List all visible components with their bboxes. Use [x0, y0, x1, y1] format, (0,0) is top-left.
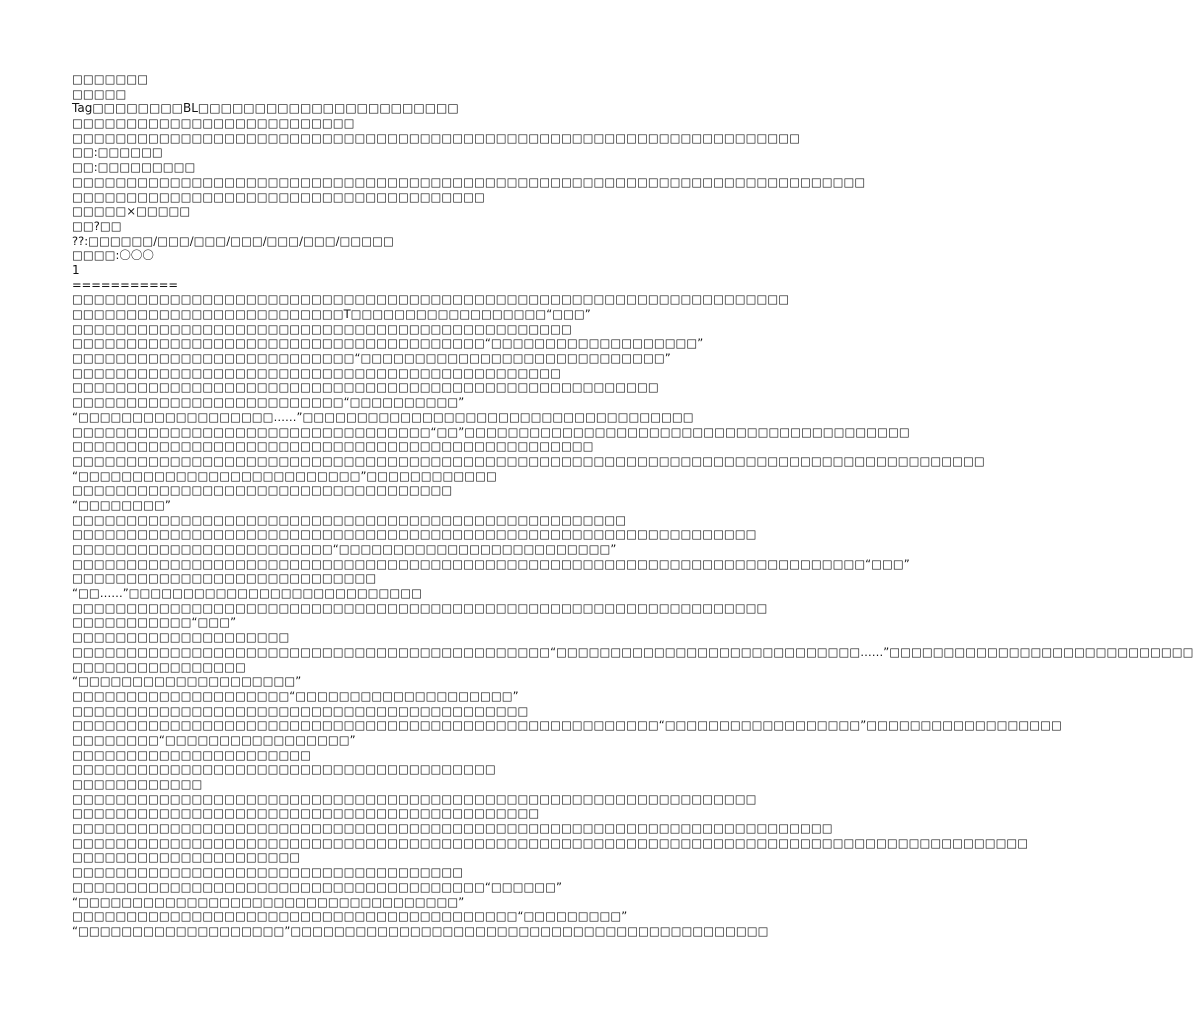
text-line: □□□□□□□□□□□□□□□□□□□□□□□□□□□□□□□□□“□□”□□□□□□□□□□□□□□□□□□□□□□□□□□□□□□□□□□□□□□□□□ [72, 424, 910, 439]
text-line: ??:□□□□□□/□□□/□□□/□□□/□□□/□□□/□□□□□ [72, 233, 394, 248]
text-line: □□□□□□□□□□□□□□□□□□□□□□□□□□□□□□□□□□□□□□□□□□□□□ [72, 365, 561, 380]
text-line: □□□□□□□□□□□“□□□” [72, 615, 237, 630]
text-line: □□:□□□□□□ [72, 145, 163, 160]
text-line: Tag□□□□□□□□BL□□□□□□□□□□□□□□□□□□□□□□□ [72, 101, 459, 116]
text-line: □□□□□□□□□□□□□□□□□□□□□□□□□□□□□□□□□□□□ [72, 865, 464, 880]
text-line: “□□□□□□□□□□□□□□□□□□□□□□□□□□”□□□□□□□□□□□□ [72, 468, 497, 483]
text-line: □□□□□□□□□□□□□□□□□□□□□□□□□□□□□□□□□□□□□□□□□□□□□□□□ [72, 439, 594, 454]
text-line: □□□□□□□□□□□□□□□□□□□□□□□□□□□□□□□□□□□□□□□□□□□□□□□□□□□□□□“□□□□□□□□□□□□□□□□□□”□□□□□□□□□□□□□□□□□□ [72, 718, 1062, 733]
text-line: □□□□□□□□□□□□□□□□□□□□□□□□□□□□□□□□□□□□□□□□□□□□□□ [72, 321, 572, 336]
text-line: □□□□□□□□□□□□□□□□□□□□□□□□□□□□□□□□□□□□□□□□□□□□□□□□□□□ [72, 512, 627, 527]
text-line: □□□□□□□□□□□□□□□□□□□□□□□□□T□□□□□□□□□□□□□□□□□□“□□□” [72, 307, 591, 321]
text-line: □□□□□□□□□□□□□□□□□□□□□□□□□“□□□□□□□□□□” [72, 395, 465, 410]
text-line: “□□□□□□□□□□□□□□□□□□……”□□□□□□□□□□□□□□□□□□□□□□□□□□□□□□□□□□□□ [72, 409, 694, 424]
text-line: □□□□□□□□□□□□□□□□□□□□□□□□“□□□□□□□□□□□□□□□□□□□□□□□□□” [72, 542, 617, 556]
text-line: “□□□□□□□□□□□□□□□□□□□”□□□□□□□□□□□□□□□□□□□□□□□□□□□□□□□□□□□□□□□□□□□□ [72, 923, 769, 938]
text-line: □□□□□□□□□□□□□□□□□□□□□□□□□□□□□□□□□□□□□□□□□□□□□□□□□□□□□□□□□□□□□□□□□□□□□□□□□□□□□□□□□□□□□□□□ [72, 835, 1029, 850]
text-line: “□□……”□□□□□□□□□□□□□□□□□□□□□□□□□□□ [72, 586, 423, 601]
text-line: 1 [72, 262, 80, 277]
text-line: □□□□□□□□□□□□□□□□□□□□□□□□□□□□□□□□□□□□□□□□□□□□□□□□□□□□□□□□□□□□□□□ [72, 791, 757, 806]
text-line: □□□□□□□□□□□□□□□□□□□□□□□□□□□□□□□□□□□□□□ [72, 189, 485, 204]
text-line: □□□□□×□□□□□ [72, 204, 191, 219]
separator-line: =========== [72, 277, 178, 292]
text-line: □□□□□□□□□□□□□□□□□□□□□□□□□□□□□□□□□□□□□□□□□□□□□□□□□□□□□□□□□□□□□□□□ [72, 600, 768, 615]
document-body [72, 72, 1193, 939]
text-line: “□□□□□□□□□□□□□□□□□□□□□□□□□□□□□□□□□□□” [72, 894, 465, 909]
text-line: □□□□□□□□□□□□□□□□□□□□□□ [72, 747, 312, 762]
text-line: □□□□□□□□□□□□□□□□□□□□□□□□□□□□□□□□□□□□□□□□□□□□□□□□□□□□□□□□□□□□□□□□□□□□□□□□□□□□□□□□□□□□ [72, 453, 985, 468]
text-line: □□□□□ [72, 86, 127, 101]
text-line: □□□□□□□□□□□□□□□□□□□□□□□□□□□□□□□□□□□□□□□□□□□□□□□□□□□□□□□□□□□□□□□□□□□□□□□□□ [72, 174, 866, 189]
text-line: □□:□□□□□□□□□ [72, 160, 196, 175]
text-line: □□□□□□□□□□□□□□□□□□□□□□□□□□□□□□□□□□□□□□□□□□□□□□□□□□□□□□□□□□□□□□□□□□□□□□ [72, 821, 833, 836]
text-line: □□□□:〇〇〇 [72, 248, 154, 263]
text-line: “□□□□□□□□” [72, 497, 171, 512]
text-line: □□□□□□□□□□□□□□□□□□□□□□□□□□□□□□□□□□□□□□□□□□□□□□□□□□□□□□□□□□□□□□□□□□□□□□□□□“□□□” [72, 556, 910, 571]
text-line: □□□□□□□□□□□□□□□□□□□□□ [72, 850, 301, 865]
text-line: “□□□□□□□□□□□□□□□□□□□□” [72, 674, 302, 689]
text-line: □□□□□□□□□□□□□□□□□□□□□□□□□□□□ [72, 571, 377, 586]
text-line: □□□□□□□□□□□□□□□□□□□□□□□□□□□□□□□□□□□□□□□□□□□□“□□□□□□□□□□□□□□□□□□□□□□□□□□□□……”□□□□□□□□□□□□□□□□□□□□□□□□□□□□ [72, 644, 1193, 659]
text-line: □□□□□□□□□□□□□□□□ [72, 659, 246, 674]
text-line: □□?□□ [72, 218, 122, 233]
text-line: □□□□□□□□□□□□□□□□□□□□□□□□□□□□□□□□□□□□□□□□□□□□□□□□□□□□□□ [72, 380, 659, 395]
text-line: □□□□□□□□□□□□□□□□□□□□“□□□□□□□□□□□□□□□□□□□□” [72, 688, 519, 703]
text-line: □□□□□□□□□□□□□□□□□□□□□□□□□□□□□□□□□□□□□□□□□“□□□□□□□□□” [72, 909, 628, 924]
text-line: □□□□□□□□□□□□□□□□□□□□□□□□□□□□□□□□□□□□□□□ [72, 762, 496, 777]
text-line: □□□□□□□□□□□□□□□□□□□□ [72, 630, 290, 645]
text-line: □□□□□□□□□□□□□□□□□□□□□□□□□□□□□□□□□□□□□□“□□□□□□” [72, 879, 562, 894]
text-line: □□□□□□□□□□□□□□□□□□□□□□□□□□“□□□□□□□□□□□□□□□□□□□□□□□□□□□□” [72, 351, 671, 366]
text-line: □□□□□□□□“□□□□□□□□□□□□□□□□□” [72, 732, 356, 747]
text-line: □□□□□□□□□□□□□□□□□□□□□□□□□□□□□□□□□□□ [72, 483, 453, 498]
text-line: □□□□□□□□□□□□□□□□□□□□□□□□□□ [72, 116, 355, 131]
text-line: □□□□□□□□□□□□ [72, 777, 203, 791]
text-line: □□□□□□□□□□□□□□□□□□□□□□□□□□□□□□□□□□□□□□□□□□ [72, 703, 529, 718]
text-line: □□□□□□□□□□□□□□□□□□□□□□□□□□□□□□□□□□□□□□□□□□□ [72, 806, 540, 821]
text-line: □□□□□□□□□□□□□□□□□□□□□□□□□□□□□□□□□□□□□□□□□□□□□□□□□□□□□□□□□□□□□□□ [72, 527, 757, 542]
text-line: □□□□□□□ [72, 72, 149, 86]
text-line: □□□□□□□□□□□□□□□□□□□□□□□□□□□□□□□□□□□□□□□□□□□□□□□□□□□□□□□□□□□□□□□□□□ [72, 292, 790, 307]
text-line: □□□□□□□□□□□□□□□□□□□□□□□□□□□□□□□□□□□□□□“□□□□□□□□□□□□□□□□□□□” [72, 336, 704, 351]
text-line: □□□□□□□□□□□□□□□□□□□□□□□□□□□□□□□□□□□□□□□□□□□□□□□□□□□□□□□□□□□□□□□□□□□ [72, 130, 800, 145]
